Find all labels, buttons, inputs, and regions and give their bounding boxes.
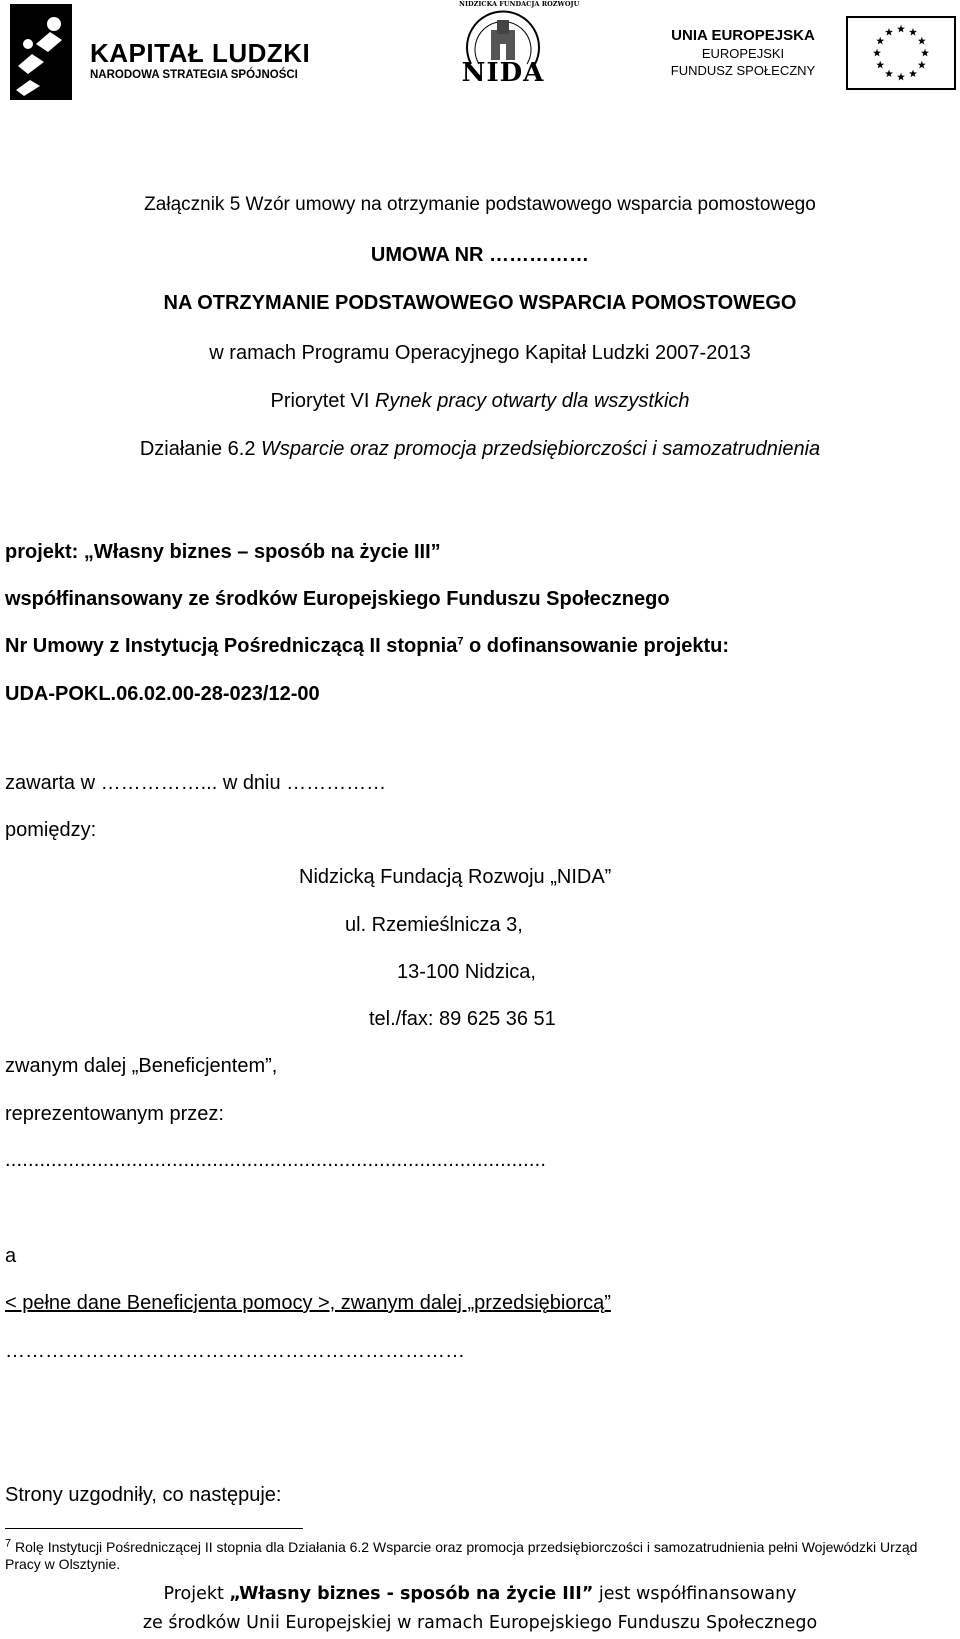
eu-star-icon bbox=[885, 70, 893, 78]
action-prefix: Działanie 6.2 bbox=[139, 438, 262, 460]
eu-star-icon bbox=[918, 37, 926, 45]
agreement-number: UDA-POKL.06.02.00-28-023/12-00 bbox=[5, 683, 320, 705]
eu-star-icon bbox=[876, 37, 884, 45]
priority-name: Rynek pracy otwarty dla wszystkich bbox=[374, 390, 690, 412]
eu-logo-text bbox=[650, 26, 836, 79]
agreement-prefix: Nr Umowy z Instytucją Pośredniczącą II stopnia bbox=[5, 635, 458, 657]
agreement-suffix: o dofinansowanie projektu: bbox=[463, 635, 730, 657]
nida-ring-text: NIDZICKA FUNDACJA ROZWOJU bbox=[459, 0, 580, 8]
priority-prefix: Priorytet VI bbox=[270, 390, 375, 412]
cofinanced-line: współfinansowany ze środków Europejskiego Funduszu Społecznego bbox=[5, 588, 670, 610]
footer-project-name: „Własny biznes - sposób na życie III” bbox=[229, 1584, 594, 1604]
footer-line-2: ze środków Unii Europejskiej w ramach Europejskiego Funduszu Społecznego bbox=[142, 1613, 818, 1633]
party2-placeholder: < pełne dane Beneficjenta pomocy >, zwanym dalej „przedsiębiorcą” bbox=[5, 1292, 611, 1314]
eu-star-icon bbox=[921, 49, 929, 57]
kapital-ludzki-subtitle: NARODOWA STRATEGIA SPÓJNOŚCI bbox=[90, 69, 298, 81]
footnote bbox=[5, 1539, 955, 1573]
beneficiary-label: zwanym dalej „Beneficjentem”, bbox=[5, 1055, 278, 1077]
nida-wordmark: NIDA bbox=[461, 58, 545, 88]
party1-phone: tel./fax: 89 625 36 51 bbox=[369, 1008, 556, 1030]
eu-line-3: FUNDUSZ SPOŁECZNY bbox=[670, 63, 816, 78]
agreement-line bbox=[5, 634, 729, 658]
action-name: Wsparcie oraz promocja przedsiębiorczości i samozatrudnienia bbox=[261, 438, 821, 460]
kapital-ludzki-title: KAPITAŁ LUDZKI bbox=[90, 38, 311, 68]
eu-star-icon bbox=[873, 49, 881, 57]
eu-stars-flag-icon bbox=[846, 16, 956, 90]
project-line: projekt: „Własny biznes – sposób na życie III” bbox=[5, 541, 441, 563]
party2-dots: …………………………………………………………… bbox=[5, 1340, 465, 1362]
concluded-line: zawarta w ……………... w dniu …………… bbox=[5, 772, 387, 794]
annex-title: Załącznik 5 Wzór umowy na otrzymanie podstawowego wsparcia pomostowego bbox=[144, 194, 816, 215]
footnote-ref[interactable]: 7 bbox=[457, 635, 464, 648]
footnote-text: Rolę Instytucji Pośredniczącej II stopnia dla Działania 6.2 Wsparcie oraz promocja przedsiębiorczości i samozatrudnienia pełni Wojewódzki Urząd Pracy w Olsztynie. bbox=[5, 1539, 918, 1572]
party1-street: ul. Rzemieślnicza 3, bbox=[345, 914, 523, 936]
footer-suffix: jest współfinansowany bbox=[593, 1584, 797, 1604]
nida-seal-icon bbox=[463, 4, 543, 66]
eu-star-icon bbox=[918, 61, 926, 69]
priority-line bbox=[0, 389, 960, 413]
party1-name: Nidzicką Fundacją Rozwoju „NIDA” bbox=[299, 866, 612, 888]
kapital-ludzki-logo bbox=[10, 4, 310, 100]
eu-line-1: UNIA EUROPEJSKA bbox=[671, 27, 815, 44]
footnote-divider bbox=[5, 1528, 303, 1529]
represented-by-label: reprezentowanym przez: bbox=[5, 1103, 224, 1125]
kapital-ludzki-emblem-icon bbox=[10, 4, 72, 100]
nida-foundation-logo bbox=[455, 0, 580, 88]
footer-prefix: Projekt bbox=[163, 1584, 230, 1604]
contract-title: NA OTRZYMANIE PODSTAWOWEGO WSPARCIA POMOSTOWEGO bbox=[163, 292, 797, 314]
and-label: a bbox=[5, 1245, 17, 1267]
footer-line-1 bbox=[0, 1584, 960, 1604]
eu-star-icon bbox=[909, 28, 917, 36]
party1-city: 13-100 Nidzica, bbox=[397, 961, 536, 983]
eu-star-icon bbox=[897, 25, 905, 33]
program-line: w ramach Programu Operacyjnego Kapitał Ludzki 2007-2013 bbox=[209, 342, 751, 364]
action-line bbox=[0, 437, 960, 461]
between-label: pomiędzy: bbox=[5, 819, 97, 841]
eu-star-icon bbox=[885, 28, 893, 36]
eu-star-icon bbox=[897, 73, 905, 81]
agreed-line: Strony uzgodniły, co następuje: bbox=[5, 1484, 282, 1506]
footnote-number: 7 bbox=[5, 1537, 12, 1550]
represented-dots: .............................................................................................. bbox=[5, 1149, 547, 1171]
contract-number: UMOWA NR …………… bbox=[370, 244, 590, 266]
eu-star-icon bbox=[876, 61, 884, 69]
eu-line-2: EUROPEJSKI bbox=[701, 46, 785, 61]
eu-star-icon bbox=[909, 70, 917, 78]
